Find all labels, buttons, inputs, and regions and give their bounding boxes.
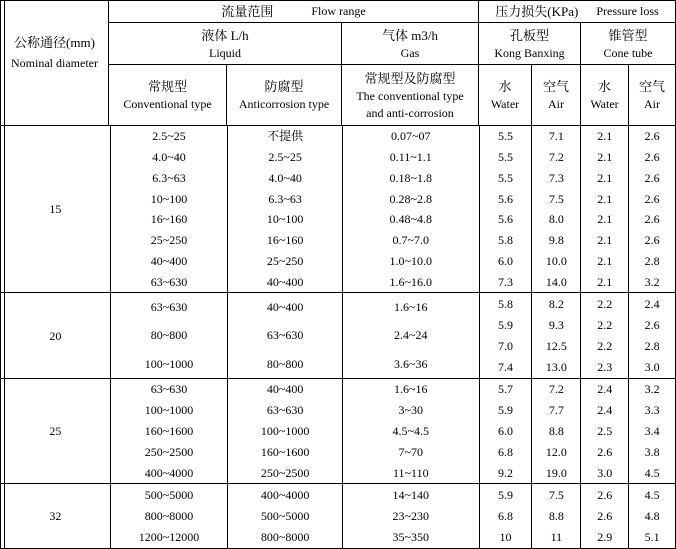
orifice-water-value: 10 [499,530,512,545]
orifice-water-value: 5.8 [498,233,513,248]
orifice-water-value: 5.6 [498,212,513,227]
orifice-air-value: 9.8 [548,233,564,248]
cone-water-value: 2.1 [597,253,613,268]
cone-air-value: 3.3 [644,403,660,418]
liquid-conventional-value: 2.5~25 [152,129,186,144]
orifice-water-column [480,379,533,483]
gas-conventional-anticorrosion-value: 3~30 [398,403,424,418]
orifice-air-value: 8.0 [548,212,564,227]
water-label-zh: 水 [498,79,512,94]
section-dn-32 [1,484,675,548]
liquid-anticorrosion-value: 4.0~40 [268,170,302,185]
liquid-anticorrosion-value: 250~2500 [260,465,310,480]
cone-water-value: 2.1 [597,233,613,248]
orifice-water-value: 5.9 [498,317,513,332]
cone-air-value: 2.6 [644,191,660,206]
cone-air-value: 2.6 [644,317,660,332]
gas-conventional-anticorrosion-value: 14~140 [392,487,430,502]
cone-water-value: 2.1 [597,129,613,144]
header-orifice-type [479,23,581,64]
orifice-water-column [480,484,533,548]
cone-water-value: 2.1 [597,191,613,206]
orifice-air-value: 10.0 [545,253,567,268]
orifice-water-value: 9.2 [498,465,513,480]
cone-water-value: 2.2 [597,317,613,332]
cone-air-value: 3.8 [644,444,660,459]
gas-conventional-anticorrosion-value: 0.7~7.0 [392,233,430,248]
orifice-air-value: 13.0 [545,360,567,375]
gas-conventional-anticorrosion-value: 1.6~16 [394,382,428,397]
liquid-conventional-value: 63~630 [150,274,188,289]
cone-label-en: Cone tube [603,45,653,60]
orifice-air-value: 14.0 [545,274,567,289]
cone-water-value: 2.1 [597,150,613,165]
liquid-conventional-value: 40~400 [150,253,188,268]
orifice-air-column [532,484,581,548]
cone-air-value: 2.6 [644,233,660,248]
gas-conventional-anticorrosion-value: 0.11~1.1 [389,150,432,165]
gas-conventional-anticorrosion-value: 35~350 [392,530,430,545]
liquid-conventional-value: 10~100 [150,191,188,206]
liquid-anticorrosion-value: 80~800 [266,356,304,371]
cone-water-value: 2.5 [597,423,613,438]
gas-conventional-anticorrosion-value: 0.28~2.8 [389,191,433,206]
cone-water-value: 2.6 [597,487,613,502]
gas-conventional-anticorrosion-column [343,379,480,483]
nominal-diameter-value [1,126,111,292]
liquid-anticorrosion-value: 16~160 [266,233,304,248]
water-label-zh-2: 水 [597,79,611,94]
cone-water-value: 2.1 [597,170,613,185]
liquid-anticorrosion-value: 25~250 [266,253,304,268]
air-label-en: Air [548,97,564,111]
nominal-diameter-value [1,293,111,378]
cone-water-value: 2.3 [597,360,613,375]
gas-conventional-anticorrosion-value: 0.18~1.8 [389,170,433,185]
orifice-water-value: 7.0 [498,339,513,354]
cone-water-value: 2.6 [597,508,613,523]
header-gas [342,23,479,64]
diameter-text: 32 [49,509,62,523]
cone-water-column [581,379,629,483]
gas-conventional-anticorrosion-value: 7~70 [398,444,424,459]
orifice-air-value: 8.8 [548,508,564,523]
orifice-air-value: 19.0 [545,465,567,480]
gas-conventional-anticorrosion-value: 0.48~4.8 [389,212,433,227]
section-dn-20 [1,293,675,379]
cone-water-value: 2.6 [597,444,613,459]
liquid-anticorrosion-column [228,379,343,483]
liquid-conventional-value: 6.3~63 [152,170,186,185]
gas-conventional-anticorrosion-value: 11~110 [392,465,429,480]
orifice-water-value: 6.0 [498,253,513,268]
gas-conventional-anticorrosion-value: 23~230 [392,508,430,523]
section-dn-15 [1,126,675,293]
liquid-conventional-value: 400~4000 [144,465,194,480]
cone-air-column [629,293,675,378]
orifice-water-value: 5.5 [498,150,513,165]
table-header [1,1,675,126]
liquid-anticorrosion-value: 63~630 [266,328,304,343]
header-row-2 [109,23,675,65]
nominal-diameter-label-zh: 公称通径(mm) [14,34,95,50]
orifice-water-value: 5.5 [498,129,513,144]
liquid-conventional-value: 250~2500 [144,444,194,459]
orifice-air-value: 7.2 [548,150,564,165]
header-liquid [109,23,342,64]
header-orifice-air [532,65,581,125]
gas-conventional-anticorrosion-value: 2.4~24 [394,328,428,343]
liquid-conventional-value: 800~8000 [144,508,194,523]
cone-water-value: 3.0 [597,465,613,480]
cone-water-value: 2.4 [597,403,613,418]
liquid-conventional-column [111,484,229,548]
cone-air-value: 2.8 [644,339,660,354]
liquid-conventional-value: 100~1000 [144,356,194,371]
liquid-conventional-value: 1200~12000 [138,530,200,545]
header-anticorrosion [227,65,342,125]
orifice-air-value: 12.0 [545,444,567,459]
orifice-water-column [480,293,533,378]
liquid-anticorrosion-column [228,293,343,378]
section-dn-25 [1,379,675,484]
cone-water-value: 2.1 [597,274,613,289]
cone-air-value: 4.8 [644,508,660,523]
cone-air-value: 2.6 [644,170,660,185]
air-label-zh: 空气 [542,79,569,94]
cone-air-value: 2.6 [644,150,660,165]
liquid-conventional-value: 25~250 [150,233,188,248]
orifice-water-value: 7.3 [498,274,513,289]
header-conventional [109,65,227,125]
orifice-water-value: 6.8 [498,444,513,459]
liquid-conventional-column [111,293,229,378]
liquid-anticorrosion-value: 40~400 [266,274,304,289]
gas-conventional-anticorrosion-value: 1.6~16 [394,300,428,315]
cone-water-value: 2.9 [597,530,613,545]
orifice-air-column [532,126,581,292]
cone-air-column [629,126,675,292]
gas-conventional-anticorrosion-value: 1.6~16.0 [389,274,433,289]
nominal-diameter-label-en: Nominal diameter [11,55,98,70]
liquid-anticorrosion-value: 63~630 [266,403,304,418]
header-right [109,1,675,125]
cone-label-zh: 锥管型 [608,27,648,43]
orifice-water-value: 5.9 [498,487,513,502]
conventional-label-en: Conventional type [123,97,212,111]
orifice-air-value: 9.3 [548,317,564,332]
header-nominal-diameter [1,1,109,125]
cone-air-value: 2.6 [644,212,660,227]
air-label-zh-2: 空气 [638,79,665,94]
gas-type-label-zh: 常规型及防腐型 [364,70,456,86]
cone-water-value: 2.4 [597,382,613,397]
cone-air-column [629,379,675,483]
liquid-conventional-value: 80~800 [150,328,188,343]
gas-conventional-anticorrosion-value: 3.6~36 [394,356,428,371]
liquid-conventional-value: 500~5000 [144,487,194,502]
liquid-conventional-value: 4.0~40 [152,150,186,165]
water-label-en-2: Water [590,97,619,111]
liquid-conventional-value: 63~630 [150,382,188,397]
conventional-label-zh: 常规型 [147,79,187,94]
nominal-diameter-value [1,379,111,483]
header-cone-air [629,65,675,125]
liquid-conventional-column [111,126,229,292]
liquid-anticorrosion-value: 40~400 [266,300,304,315]
cone-water-column [581,484,629,548]
liquid-anticorrosion-value: 不提供 [267,129,304,144]
liquid-conventional-value: 16~160 [150,212,188,227]
table-body [1,126,675,548]
liquid-anticorrosion-value: 400~4000 [260,487,310,502]
liquid-conventional-column [111,379,229,483]
cone-air-value: 3.2 [644,382,660,397]
nominal-diameter-value [1,484,111,548]
liquid-anticorrosion-value: 10~100 [266,212,304,227]
orifice-air-column [532,293,581,378]
orifice-air-value: 7.2 [548,382,564,397]
cone-water-column [581,126,629,292]
liquid-anticorrosion-value: 160~1600 [260,444,310,459]
gas-label-zh: 气体 m3/h [382,27,438,43]
liquid-anticorrosion-value: 800~8000 [260,530,310,545]
anticorrosion-label-en: Anticorrosion type [238,97,330,111]
header-row-3 [109,65,675,125]
orifice-air-value: 8.8 [548,423,564,438]
orifice-water-value: 7.4 [498,360,513,375]
header-cone-water [581,65,629,125]
cone-air-value: 2.4 [644,296,660,311]
gas-conventional-anticorrosion-column [343,484,480,548]
liquid-anticorrosion-value: 500~5000 [260,508,310,523]
liquid-anticorrosion-value: 40~400 [266,382,304,397]
header-cone-type [581,23,675,64]
orifice-air-value: 8.2 [548,296,564,311]
flow-range-label-en: Flow range [311,4,366,18]
liquid-label-zh: 液体 L/h [201,27,249,43]
orifice-water-value: 5.7 [498,382,513,397]
cone-air-value: 5.1 [644,530,660,545]
orifice-water-column [480,126,533,292]
cone-air-value: 3.4 [644,423,660,438]
orifice-air-value: 7.1 [548,129,564,144]
liquid-anticorrosion-value: 6.3~63 [268,191,302,206]
cone-water-value: 2.2 [597,296,613,311]
liquid-anticorrosion-column [228,484,343,548]
cone-air-column [629,484,675,548]
anticorrosion-label-zh: 防腐型 [264,79,304,94]
header-gas-type [342,65,479,125]
gas-type-label-en2: and anti-corrosion [366,105,454,120]
cone-water-column [581,293,629,378]
orifice-label-zh: 孔板型 [509,27,549,43]
header-row-1 [109,1,675,23]
cone-air-value: 4.5 [644,465,660,480]
cone-air-value: 2.6 [644,129,660,144]
gas-conventional-anticorrosion-column [343,293,480,378]
header-orifice-water [479,65,532,125]
orifice-air-value: 12.5 [545,339,567,354]
liquid-conventional-value: 100~1000 [144,403,194,418]
liquid-anticorrosion-value: 2.5~25 [268,150,302,165]
liquid-conventional-value: 160~1600 [144,423,194,438]
cone-air-value: 4.5 [644,487,660,502]
diameter-text: 15 [49,202,62,216]
cone-water-value: 2.2 [597,339,613,354]
orifice-air-column [532,379,581,483]
orifice-air-value: 7.5 [548,191,564,206]
pressure-loss-label-zh: 压力损失(KPa) [495,4,579,19]
air-label-en-2: Air [644,97,660,111]
orifice-air-value: 7.5 [548,487,564,502]
header-pressure-loss [479,1,675,22]
gas-type-label-en1: The conventional type [356,88,464,103]
orifice-water-value: 5.8 [498,296,513,311]
orifice-air-value: 7.3 [548,170,564,185]
diameter-text: 25 [49,424,62,438]
orifice-water-value: 6.0 [498,423,513,438]
orifice-water-value: 6.8 [498,508,513,523]
cone-air-value: 3.0 [644,360,660,375]
gas-label-en: Gas [400,45,420,60]
gas-conventional-anticorrosion-value: 0.07~07 [391,129,431,144]
water-label-en: Water [490,97,520,111]
cone-water-value: 2.1 [597,212,613,227]
liquid-label-en: Liquid [209,45,241,60]
cone-air-value: 2.8 [644,253,660,268]
liquid-anticorrosion-column [228,126,343,292]
gas-conventional-anticorrosion-column [343,126,480,292]
flow-range-label-zh: 流量范围 [221,4,274,19]
orifice-label-en: Kong Banxing [494,45,565,60]
gas-conventional-anticorrosion-value: 1.0~10.0 [389,253,433,268]
pressure-loss-label-en: Pressure loss [596,4,659,18]
cone-air-value: 3.2 [644,274,660,289]
liquid-anticorrosion-value: 100~1000 [260,423,310,438]
orifice-water-value: 5.5 [498,170,513,185]
gas-conventional-anticorrosion-value: 4.5~4.5 [392,423,430,438]
liquid-conventional-value: 63~630 [150,300,188,315]
orifice-water-value: 5.6 [498,191,513,206]
orifice-air-value: 7.7 [548,403,564,418]
orifice-air-value: 11 [550,530,563,545]
orifice-water-value: 5.9 [498,403,513,418]
diameter-text: 20 [49,328,62,343]
header-flow-range [109,1,479,22]
